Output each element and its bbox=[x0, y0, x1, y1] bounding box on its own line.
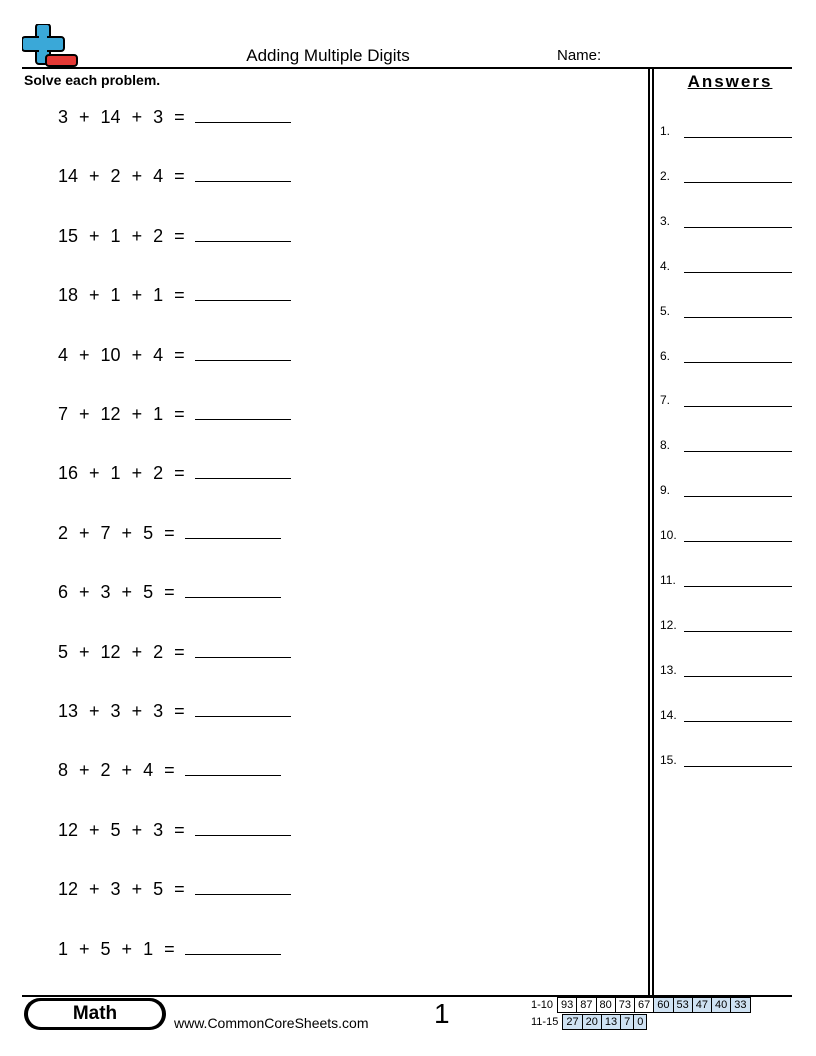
operand: 2 bbox=[110, 166, 121, 187]
operand: 5 bbox=[143, 522, 154, 543]
operand: 3 bbox=[110, 701, 121, 721]
score-value: 7 bbox=[621, 1015, 634, 1030]
problem-expression bbox=[58, 579, 281, 603]
answer-line-item[interactable] bbox=[660, 483, 792, 499]
score-value: 20 bbox=[582, 1015, 601, 1030]
answer-blank[interactable] bbox=[195, 698, 291, 717]
answer-line[interactable] bbox=[684, 406, 792, 407]
score-key-row bbox=[528, 997, 751, 1013]
score-value: 40 bbox=[712, 998, 731, 1013]
answer-line[interactable] bbox=[684, 137, 792, 138]
plus-sign: + bbox=[79, 404, 90, 424]
plus-sign: = bbox=[174, 225, 185, 246]
operand: 5 bbox=[100, 938, 111, 959]
plus-sign: = bbox=[174, 344, 185, 365]
plus-sign: = bbox=[174, 641, 185, 662]
operand: 3 bbox=[100, 582, 111, 603]
answer-line[interactable] bbox=[684, 766, 792, 767]
answer-number: 14. bbox=[660, 707, 677, 722]
operand: 4 bbox=[58, 344, 69, 365]
answer-blank[interactable] bbox=[195, 282, 291, 301]
score-value: 67 bbox=[635, 998, 654, 1013]
answer-line-item[interactable] bbox=[660, 528, 792, 544]
answer-line[interactable] bbox=[684, 317, 792, 318]
operand: 12 bbox=[58, 879, 79, 900]
answer-blank[interactable] bbox=[185, 757, 281, 776]
answer-blank[interactable] bbox=[195, 342, 291, 361]
operand: 12 bbox=[100, 404, 121, 424]
plus-sign: + bbox=[89, 701, 100, 721]
plus-sign: = bbox=[164, 522, 175, 543]
operand: 5 bbox=[143, 582, 154, 603]
problem-expression bbox=[58, 876, 291, 900]
answers-title: Answers bbox=[687, 72, 773, 91]
score-value: 73 bbox=[615, 998, 634, 1013]
answer-number: 11. bbox=[660, 573, 676, 587]
operand: 1 bbox=[143, 938, 154, 959]
plus-sign: + bbox=[131, 225, 143, 246]
plus-sign: + bbox=[89, 166, 100, 187]
score-value: 0 bbox=[634, 1015, 647, 1030]
score-value: 87 bbox=[577, 998, 596, 1013]
answer-number: 9. bbox=[660, 483, 671, 498]
problem-expression bbox=[58, 223, 291, 247]
answer-line[interactable] bbox=[684, 541, 792, 542]
instructions: Solve each problem. bbox=[24, 72, 161, 88]
operand: 10 bbox=[100, 344, 121, 365]
answer-line-item[interactable] bbox=[660, 304, 792, 320]
problem-expression bbox=[58, 936, 281, 960]
plus-sign: + bbox=[79, 344, 90, 365]
operand: 7 bbox=[58, 404, 69, 424]
operand: 1 bbox=[153, 285, 164, 306]
answer-blank[interactable] bbox=[195, 817, 291, 836]
operand: 12 bbox=[100, 641, 121, 662]
problem-expression bbox=[58, 401, 291, 425]
answer-line[interactable] bbox=[684, 362, 792, 363]
page-number: 1 bbox=[434, 998, 450, 1029]
answer-number: 4. bbox=[660, 258, 671, 273]
plus-sign: + bbox=[79, 641, 90, 662]
score-value: 13 bbox=[601, 1015, 620, 1030]
answer-line[interactable] bbox=[684, 182, 792, 183]
answer-number: 6. bbox=[660, 348, 671, 363]
website-text: www.CommonCoreSheets.com bbox=[174, 1015, 369, 1031]
answer-line-item[interactable] bbox=[660, 753, 792, 769]
plus-sign: = bbox=[164, 582, 175, 603]
operand: 4 bbox=[143, 760, 154, 781]
answer-number: 7. bbox=[660, 393, 671, 408]
plus-sign: + bbox=[121, 582, 133, 603]
operand: 7 bbox=[100, 522, 111, 543]
operand: 12 bbox=[58, 819, 79, 840]
score-value: 33 bbox=[731, 998, 750, 1013]
operand: 3 bbox=[153, 819, 164, 840]
operand: 14 bbox=[58, 166, 79, 187]
operand: 2 bbox=[153, 641, 164, 662]
plus-sign: = bbox=[174, 701, 185, 721]
problem-expression bbox=[58, 163, 291, 187]
problem-expression bbox=[58, 104, 291, 128]
operand: 13 bbox=[58, 701, 79, 721]
plus-sign: + bbox=[131, 404, 143, 424]
answer-line[interactable] bbox=[684, 496, 792, 497]
answer-line-item[interactable] bbox=[660, 349, 792, 365]
answer-line-item[interactable] bbox=[660, 438, 792, 454]
answer-blank[interactable] bbox=[195, 876, 291, 895]
plus-sign: + bbox=[131, 641, 143, 662]
answer-number: 5. bbox=[660, 303, 671, 318]
plus-sign: = bbox=[164, 760, 175, 781]
answer-line-item[interactable] bbox=[660, 663, 792, 679]
operand: 3 bbox=[58, 107, 69, 127]
answer-blank[interactable] bbox=[185, 936, 281, 955]
operand: 4 bbox=[153, 166, 164, 187]
score-value: 53 bbox=[673, 998, 692, 1013]
plus-sign: = bbox=[174, 404, 185, 424]
score-value: 47 bbox=[692, 998, 711, 1013]
answer-line-item[interactable] bbox=[660, 708, 792, 724]
operand: 18 bbox=[58, 285, 79, 306]
operand: 1 bbox=[58, 938, 69, 959]
answer-line-item[interactable] bbox=[660, 214, 792, 230]
problem-expression bbox=[58, 639, 291, 663]
operand: 1 bbox=[110, 463, 121, 484]
problem-expression bbox=[58, 757, 281, 781]
score-value: 27 bbox=[563, 1015, 582, 1030]
operand: 3 bbox=[153, 107, 164, 127]
answer-line-item[interactable] bbox=[660, 169, 792, 185]
answer-blank[interactable] bbox=[195, 223, 291, 242]
plus-sign: + bbox=[131, 107, 143, 127]
plus-sign: + bbox=[131, 819, 143, 840]
answer-line-item[interactable] bbox=[660, 393, 792, 409]
operand: 3 bbox=[110, 879, 121, 900]
plus-sign: = bbox=[174, 166, 185, 187]
operand: 1 bbox=[110, 285, 121, 306]
answer-number: 1. bbox=[660, 124, 671, 138]
answer-number: 10. bbox=[660, 528, 677, 543]
answer-line[interactable] bbox=[684, 272, 792, 273]
plus-sign: = bbox=[174, 463, 185, 484]
operand: 3 bbox=[153, 701, 164, 721]
plus-sign: = bbox=[174, 107, 185, 127]
answer-number: 13. bbox=[660, 662, 677, 677]
plus-sign: + bbox=[131, 701, 143, 721]
operand: 6 bbox=[58, 582, 69, 603]
score-value: 93 bbox=[558, 998, 577, 1013]
operand: 5 bbox=[110, 819, 121, 840]
answer-blank[interactable] bbox=[195, 163, 291, 182]
plus-sign: + bbox=[89, 879, 100, 900]
operand: 5 bbox=[153, 879, 164, 900]
name-label: Name: bbox=[557, 47, 602, 64]
plus-sign: + bbox=[131, 463, 143, 484]
plus-sign: + bbox=[121, 760, 133, 781]
answer-line-item[interactable] bbox=[660, 573, 792, 589]
answer-blank[interactable] bbox=[185, 579, 281, 598]
operand: 15 bbox=[58, 225, 79, 246]
plus-sign: + bbox=[121, 522, 133, 543]
operand: 8 bbox=[58, 760, 69, 781]
operand: 1 bbox=[153, 404, 164, 424]
header-rule bbox=[22, 67, 792, 69]
operand: 2 bbox=[153, 463, 164, 484]
operand: 2 bbox=[100, 760, 111, 781]
plus-sign: + bbox=[89, 463, 100, 484]
column-divider bbox=[648, 68, 654, 996]
answer-line[interactable] bbox=[684, 676, 792, 677]
score-range-label: 11-15 bbox=[531, 1016, 559, 1028]
plus-sign: + bbox=[89, 225, 100, 246]
answer-number: 15. bbox=[660, 752, 677, 767]
problem-expression bbox=[58, 817, 291, 841]
operand: 14 bbox=[100, 107, 121, 127]
answer-line[interactable] bbox=[684, 631, 792, 632]
problem-expression bbox=[58, 520, 281, 544]
answer-line[interactable] bbox=[684, 586, 792, 587]
problem-expression bbox=[58, 342, 291, 366]
operand: 4 bbox=[153, 344, 164, 365]
score-value: 60 bbox=[654, 998, 673, 1013]
answer-number: 12. bbox=[660, 617, 677, 632]
answer-line-item[interactable] bbox=[660, 124, 792, 140]
plus-sign: + bbox=[131, 879, 143, 900]
answer-line-item[interactable] bbox=[660, 259, 792, 275]
problem-expression bbox=[58, 698, 291, 722]
plus-sign: + bbox=[79, 938, 90, 959]
subject-label: Math bbox=[28, 1001, 162, 1027]
operand: 5 bbox=[58, 641, 69, 662]
operand: 16 bbox=[58, 463, 79, 484]
operand: 2 bbox=[58, 522, 69, 543]
plus-sign: + bbox=[131, 285, 143, 306]
plus-sign: + bbox=[89, 285, 100, 306]
plus-sign: + bbox=[79, 760, 90, 781]
plus-sign: = bbox=[164, 938, 175, 959]
plus-sign: + bbox=[79, 522, 90, 543]
score-value: 80 bbox=[596, 998, 615, 1013]
plus-sign: = bbox=[174, 879, 185, 900]
problem-expression bbox=[58, 460, 291, 484]
answer-number: 8. bbox=[660, 438, 671, 453]
score-range-label: 1-10 bbox=[531, 999, 554, 1011]
answer-blank[interactable] bbox=[195, 401, 291, 420]
plus-sign: + bbox=[79, 107, 90, 127]
plus-sign: + bbox=[131, 166, 143, 187]
answer-number: 3. bbox=[660, 213, 671, 228]
answer-line[interactable] bbox=[684, 721, 792, 722]
answer-line-item[interactable] bbox=[660, 618, 792, 634]
answer-line[interactable] bbox=[684, 451, 792, 452]
answer-blank[interactable] bbox=[185, 520, 281, 539]
problem-expression bbox=[58, 282, 291, 306]
answer-blank[interactable] bbox=[195, 460, 291, 479]
worksheet-title: Adding Multiple Digits bbox=[246, 46, 410, 65]
plus-sign: + bbox=[89, 819, 100, 840]
answer-blank[interactable] bbox=[195, 104, 291, 123]
answer-number: 2. bbox=[660, 168, 671, 183]
plus-sign: = bbox=[174, 819, 185, 840]
operand: 1 bbox=[110, 225, 121, 246]
plus-sign: + bbox=[131, 344, 143, 365]
score-key-row bbox=[528, 1014, 647, 1030]
answer-line[interactable] bbox=[684, 227, 792, 228]
plus-sign: + bbox=[79, 582, 90, 603]
plus-sign: + bbox=[121, 938, 133, 959]
operand: 2 bbox=[153, 225, 164, 246]
plus-sign: = bbox=[174, 285, 185, 306]
answer-blank[interactable] bbox=[195, 639, 291, 658]
